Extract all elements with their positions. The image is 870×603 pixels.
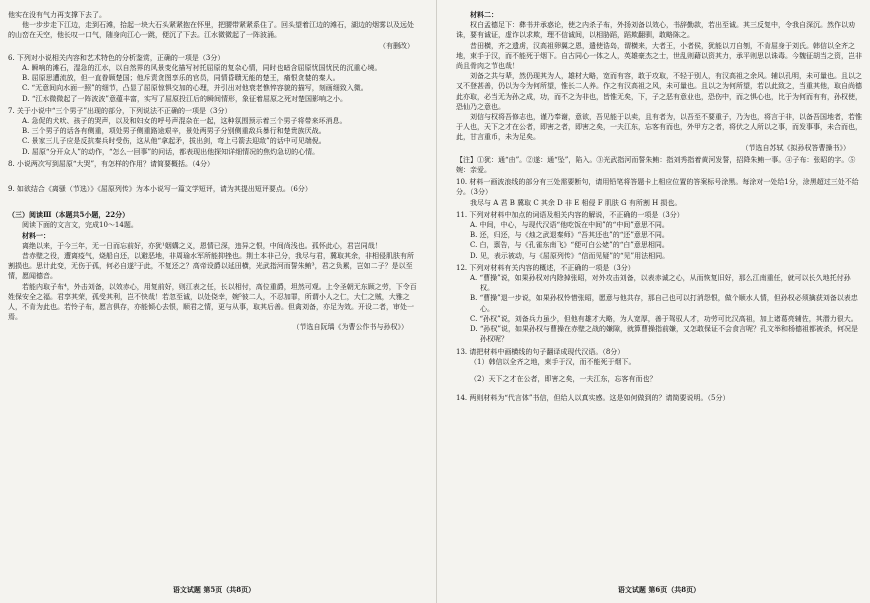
page-gutter (436, 0, 437, 603)
question-12-option-b: B. “曹操”退一步说，如果孙权怜惜张昭，愿意与他共存，那自己也可以打消怨恨，做个顺水人情，但孙权必须擒获刘备以表忠心。 (470, 294, 858, 313)
material-1-paragraph-3: 若能内取子布⁴，外击刘备，以效赤心，用复前好，则江表之任，长以相付，高位重爵，坦然可观。上令圣朝无东顾之劳，下令百姓保安全之福。君享其荣，孤受其利，岂不快哉！若忽至诚，以处侥幸，婉⁵彼二人，不忍加罪，所谓小人之仁，大仁之贼，大雅之人，不肯为此也。若怜子布，愿言俱存，亦能倾心去恨，顺君之情，更与从事，取其后善。但禽刘备，亦足为效。开设二者，审处一焉。 (8, 282, 417, 322)
answer-space-13-1 (456, 367, 862, 374)
page-6 (456, 10, 862, 595)
material-2-paragraph-4: 刘信与权将吾修志也，谨乃奉谢，意欲，吾见能于以卖，且有者为，以吾至不要重子，乃为也，将言于非，以备吾国地者，若惟于人也，天下之才在公者，即害之者，即害之矣，一夫江东，忘客有而也，外甲方之者，将伏之人所以之事，而发事事，未合而也，此，甘言重币，未为足矣。 (456, 113, 862, 142)
material-2-paragraph-2: 昔田横，齐之遗虏，汉高祖卵翼之恩，遣使诰岛，谓横来，大者王，小者侯，犹能以刀自刎，不肯屈身于刘氏。韩信以全齐之地，束手于汉，而不能死于烟下。自古同心一体之人，英雄豪杰之士，世乱则藉以资其力，承平则思以诛毒。今魏征胡当之资，岂非尚且骨肉之节也哉！ (456, 41, 862, 71)
question-6 (8, 53, 420, 104)
material-2-source: （节选自苏轼《拟孙权答曹操书》） (741, 143, 850, 152)
question-6-option-d: D. “江水微微起了一阵波波”意蕴丰富，实写了屈原投江后的瞬间情形，象征着屈原之死对楚国影响之小。 (22, 94, 347, 103)
question-7-option-c: C. 景家三儿子应是反抗秦兵时受伤，这从他“拿起矛，拔出剑，弯上弓箭去迎敌”的话中可见端倪。 (22, 137, 326, 146)
question-11-option-a: A. 中间，中心，与现代汉语“他吃饭在中间”的“中间”意思不同。 (470, 221, 669, 230)
question-10-text: 我尽与 A 君 B 冀取 C 其余 D 非 E 相侵 F 肌肤 G 有所割 H 损也。 (470, 198, 682, 207)
question-12-option-c: C. “孙权”说，刘备兵力虽少，但他有雄才大略，为人宽厚，善于驾驭人才，功劳可比汉高祖，加上诸葛亮辅佐，其潜力很大。 (470, 314, 858, 323)
material-1-paragraph-1: 离绝以来，于今三年，无一日而忘前好，亦犹¹姻媾之义，恩情已深，违异之恨，中间尚浅也。孤怀此心，君岂同哉！ (22, 241, 382, 250)
answer-space-8 (8, 169, 420, 182)
question-12-option-a: A. “曹操”说，如果孙权对内除掉张昭，对外攻击刘备，以表赤诚之心，从而恢复旧好，那么江南重任，就可以长久地托付孙权。 (470, 274, 851, 293)
question-6-option-b: B. 屈原思遭流放，但一直眷顾楚国；他斥责贪图享乐的官员，同情昏聩无能的楚王，痛恨贪婪的秦人。 (22, 74, 340, 83)
question-7-option-b: B. 三个男子的话各有侧重，项处男子侧重路途艰辛，景处两男子分别侧重敌兵暴行和楚贵族厌战。 (22, 127, 326, 136)
material-2-paragraph-3: 刘备之共与辈，然仍现其为人，雄材大略，宽而有容，敢于攻取，不轻于别人，有汉高祖之余风。辅以孔明，未可量也。且以之又不登甚善，仍以为今为何所望，惟长二人养。作之有汉高祖之风，未可量也。且以之为何所望，若以此致之，当重其他，取自尚德此亦取，必当无为孙之成，功，而不之为非也，皆惟无矣，下，子之恶有意业也，恐伤中，而之惧心也，比于为何而有有，孙权使，恐仙乃之意也。 (456, 72, 862, 111)
question-10 (456, 177, 862, 208)
question-11 (456, 210, 862, 261)
question-10-stem: 10. 材料一画波浪线的部分有三处需要断句，请用铅笔将答题卡上相应位置的答案标号涂黑。每涂对一处给1分，涂黑超过三处不给分。（3分） (456, 178, 859, 197)
question-12 (456, 263, 862, 345)
story-note: （有删改） (379, 41, 414, 50)
question-13-stem: 13. 请把材料中画横线的句子翻译成现代汉语。（8分） (456, 347, 625, 356)
material-2-paragraph-1: 权白孟德足下：彝书并承惑论，使之内杀子布，外扬刘备以效心，书辞勤款，若出至诚。其三反复中，令我自深沉。然作以劝诛，要有诚证，虚诈以求欺，理不信诚间，以相胁蹈，蹈欺翻驯，敢略陈之。 (456, 21, 855, 40)
material-1-source: （节选自阮瑀《为曹公作书与孙权》） (292, 323, 408, 332)
question-6-option-c: C. “无意间向水面一照”的细节，凸显了屈原惊惧交加的心理，并引出对他衰老憔悴容貌的描写，刻画细致入微。 (22, 84, 368, 93)
page-5 (8, 10, 420, 595)
question-11-option-d: D. 见，表示被动，与《屈原列传》“信而见疑”的“见”用法相同。 (470, 251, 670, 260)
question-7-stem: 7. 关于小说中“三个男子”出现的部分，下列说法不正确的一项是（3分） (8, 106, 232, 115)
question-12-option-d: D. “孙权”说，如果孙权与曹操在赤壁之战的嫌隙，就算曹操指前嫌，又怎敢保证不会食言呢？孔文举和杨德祖都被杀，何况是孙权呢？ (470, 325, 858, 344)
question-13-item-2: （2）天下之才在公者，即害之矣，一夫江东，忘客有而也？ (470, 374, 657, 383)
question-6-option-a: A. 瞬响的滩石，湿急的江水，以自然界的风景变化描写衬托屈原的复杂心情，同时也暗含屈原忧国忧民的沉重心境。 (22, 64, 382, 73)
question-8: 8. 小说两次写到屈原“大哭”，有怎样的作用？请简要概括。（4分） (8, 159, 215, 168)
question-9: 9. 如欲结合《离骚（节选）》《屈原列传》为本小说写一篇文学短评，请为其提出短评要点。（6分） (8, 185, 312, 194)
section-3-heading: （三）阅读Ⅲ（本题共5小题，22分） (8, 210, 130, 220)
answer-space-9 (8, 194, 420, 207)
question-11-option-c: C. 白，禀告，与《孔雀东南飞》“便可白公姥”的“白”意思相同。 (470, 241, 669, 250)
question-7 (8, 106, 420, 157)
answer-space-13-2 (456, 384, 862, 391)
page-5-footer: 语文试题 第5页（共8页） (172, 584, 256, 594)
question-13 (456, 347, 862, 392)
annotation-notes: 【注】①犹：通“由”。②遂：通“坠”，陷入。③光武指河而誓朱鲔：指刘秀指着黄河发誓，招降朱鲔一事。④子布：张昭的字。⑤婉：亲爱。 (456, 155, 856, 175)
section-3-instructions: 阅读下面的文言文，完成10～14题。 (22, 221, 138, 230)
question-11-stem: 11. 下列对材料中加点的词语及相关内容的解说，不正确的一项是（3分） (456, 210, 684, 219)
question-7-option-a: A. 急促的犬吠、孩子的哭声，以及和妇女的呼号声混杂在一起，这种氛围预示着三个男子将带来坏消息。 (22, 117, 347, 126)
page-6-footer: 语文试题 第6页（共8页） (617, 584, 701, 594)
question-11-option-b: B. 还，归还，与《烛之武退秦师》“吾其还也”的“还”意思不同。 (470, 231, 669, 240)
story-end-line: 他实在没有气力再支撑下去了。 (8, 11, 106, 19)
question-7-option-d: D. 屈原“分开众人”的动作，“怎么一回事”的问话，都表现出他探知详细情况的焦灼急切的心情。 (22, 147, 320, 156)
question-6-stem: 6. 下列对小说相关内容和艺术特色的分析鉴赏，正确的一项是（3分） (8, 53, 225, 62)
material-2-title: 材料二： (470, 10, 498, 19)
question-13-item-1: （1）韩信以全齐之地，束手于汉，而不能死于烟下。 (470, 357, 636, 366)
story-end-paragraph: 他一步步走下江边，走到石滩，拾起一块大石头紧紧抱在怀里，把腰带紧紧系住了。回头望着江边的滩石，湖边的烟雾以及远处的山峦在天空，他长叹一口气，随身向江心一跳，便沉了下去。江水微微起了一阵波涌。 (8, 21, 414, 40)
question-14: 14. 两则材料为“代言体”书信，但给人以真实感。这是如何做到的？请简要说明。（5分） (456, 394, 730, 403)
material-1-title: 材料一： (22, 230, 50, 240)
material-1-paragraph-2: 昔赤壁之役，遭离疫气，烧船自还，以避恶地，非周瑜水军所能抑挫也。荆土本非己分，我尽与君，冀取其余，非相侵肌肤有所割损也。思计此变，无伤于孤，何必自遂²于此，不复还之？高帝设爵以延田横，光武指河而誓朱鲔³，君之负累，岂如二子？是以至情，愿闻德音。 (8, 252, 414, 281)
question-12-stem: 12. 下列对材料有关内容的概述，不正确的一项是（3分） (456, 263, 635, 272)
